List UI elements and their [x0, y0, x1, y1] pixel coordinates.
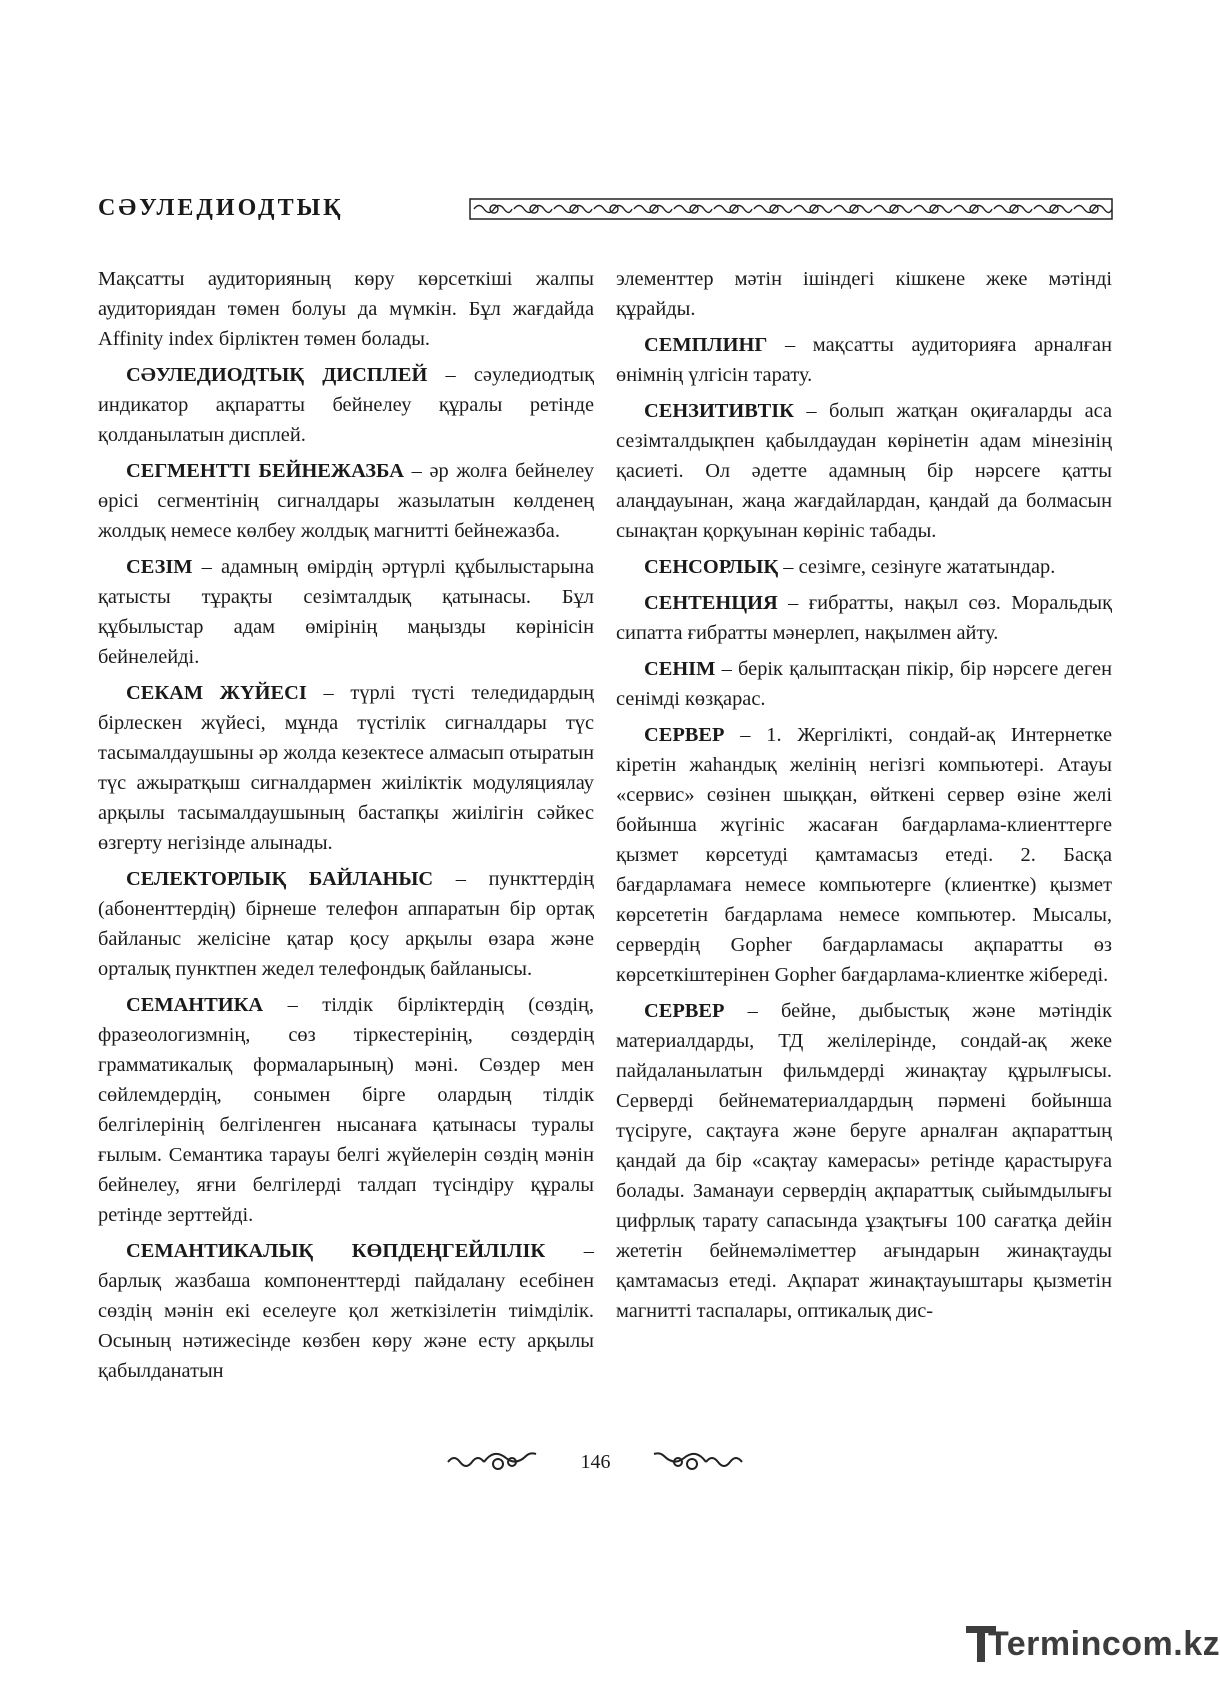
entry-definition: – сезімге, сезінуге жататындар.: [778, 556, 1056, 578]
entry-term: СЕНТЕНЦИЯ: [644, 592, 778, 614]
entry-term: СЕГМЕНТТІ БЕЙНЕЖАЗБА: [126, 460, 404, 482]
dictionary-entry: [98, 864, 594, 984]
dictionary-entry: [616, 588, 1112, 648]
ornament-unit: [594, 206, 632, 213]
entry-definition: Мақсатты аудиторияның көру көрсеткіші жалпы аудиториядан төмен болуы да мүмкін. Бұл жағдайда Affinity index бірліктен төмен болады.: [98, 268, 594, 350]
entry-definition: – әр жолға бейнелеу өрісі сегментінің сигналдары жазылатын көлденең жолдық немесе көлбеу жолдық магнитті бейнежазба.: [98, 460, 595, 542]
ornament-unit: [994, 206, 1032, 213]
dictionary-entry: [98, 990, 594, 1230]
running-header: [98, 188, 1112, 228]
entry-term: СЕЛЕКТОРЛЫҚ БАЙЛАНЫС: [126, 868, 434, 890]
entry-term: СӘУЛЕДИОДТЫҚ ДИСПЛЕЙ: [126, 364, 428, 386]
watermark-text: Termincom.kz: [988, 1625, 1220, 1663]
ornament-unit: [794, 206, 832, 213]
ornament-unit: [474, 206, 512, 213]
dictionary-entry: [616, 264, 1112, 324]
dictionary-entry: [98, 678, 594, 858]
entry-term: СЕРВЕР: [644, 1000, 725, 1022]
entry-definition: – болып жатқан оқиғаларды аса сезімталдықпен қабылдаудан көрінетін адам мінезінің қасиеті. Ол әдетте адамның бір нәрсеге қатты алаңдауынан, жаңа жағдайлардан, қандай да болмасын сынақтан қорқуынан көрініс табады.: [616, 400, 1112, 542]
ornament-unit: [874, 206, 912, 213]
entry-definition: элементтер мәтін ішіндегі кішкене жеке мәтінді құрайды.: [616, 268, 1112, 320]
dictionary-entry: [616, 552, 1112, 582]
dictionary-entry: [98, 1236, 594, 1386]
entry-definition: – берік қалыптасқан пікір, бір нәрсеге деген сенімді көзқарас.: [616, 658, 1112, 710]
entry-term: СЕНІМ: [644, 658, 716, 680]
dictionary-entry: [616, 996, 1112, 1326]
dictionary-entry: [616, 330, 1112, 390]
entry-term: СЕМАНТИКАЛЫҚ КӨПДЕҢГЕЙЛІЛІК: [126, 1240, 546, 1262]
entry-definition: – пункттердің (абоненттердің) бірнеше телефон аппаратын бір ортақ байланыс желісіне қатар қосу арқылы өзара және орталық пунктпен жедел телефондық байланысы.: [98, 868, 594, 980]
dictionary-entry: [98, 552, 594, 672]
right-column: [616, 264, 1112, 1332]
dictionary-entry: [616, 720, 1112, 990]
ornament-unit: [554, 206, 592, 213]
dictionary-entry: [98, 264, 594, 354]
dictionary-entry: [616, 396, 1112, 546]
ornament-unit: [834, 206, 872, 213]
ornament-unit: [514, 206, 552, 213]
ornament-unit: [954, 206, 992, 213]
entry-definition: – түрлі түсті теледидардың бірлескен жүйесі, мұнда түстілік сигналдары түс тасымалдаушыны әр жолда кезектесе алмасып отыратын түс ажыратқыш сигналдармен жиіліктік модуляциялау арқылы тасымалдаушының бастапқы жиілігін сәйкес өзгерту негізінде алынады.: [98, 682, 594, 854]
dictionary-entry: [98, 456, 594, 546]
entry-definition: – бейне, дыбыстық және мәтіндік материалдарды, ТД желілерінде, сондай-ақ жеке пайдаланылатын фильмдерді жинақтау құрылғысы. Серверді бейнематериалдардың пәрмені бойынша түсіруге, сақтауға және беруге арналған ақпараттың қандай да бір «сақтау камерасы» ретінде қарастыруға болады. Заманауи сервердің ақпараттық сыйымдылығы цифрлық тарату сапасында ұзақтығы 100 сағатқа дейін жететін бейнемәліметтер ағындарын жинақтауды қамтамасыз етеді. Ақпарат жинақтауыштары қызметін магнитті таспалары, оптикалық дис-: [616, 1000, 1112, 1322]
ornament-unit: [1034, 206, 1072, 213]
page-number: 146: [580, 1451, 611, 1473]
ornament-unit: [634, 206, 672, 213]
ornament-band-icon: [470, 198, 1112, 220]
dictionary-entry: [98, 360, 594, 450]
entry-term: СЕЗІМ: [126, 556, 193, 578]
entry-term: СЕКАМ ЖҮЙЕСІ: [126, 682, 307, 704]
entry-definition: – мақсатты аудиторияға арналған өнімнің үлгісін тарату.: [616, 334, 1112, 386]
entry-definition: – барлық жазбаша компоненттерді пайдалану есебінен сөздің мәнін екі еселеуге қол жеткізілетін тиімділік. Осының нәтижесінде көзбен көру және есту арқылы қабылданатын: [98, 1240, 594, 1382]
ornament-unit: [754, 206, 792, 213]
entry-definition: – сәуледиодтық индикатор ақпаратты бейнелеу құралы ретінде қолданылатын дисплей.: [98, 364, 594, 446]
page-footer: [0, 1446, 1191, 1478]
ornament-unit: [1074, 206, 1112, 213]
entry-term: СЕМПЛИНГ: [644, 334, 768, 356]
entry-term: СЕМАНТИКА: [126, 994, 264, 1016]
ornament-unit: [714, 206, 752, 213]
site-watermark: [966, 1622, 1220, 1668]
entry-term: СЕРВЕР: [644, 724, 725, 746]
entry-term: СЕНСОРЛЫҚ: [644, 556, 779, 578]
ornament-unit: [674, 206, 712, 213]
entry-definition: – адамның өмірдің әртүрлі құбылыстарына қатысты тұрақты сезімталдық қатынасы. Бұл құбылыстар адам өмірінің маңызды көрінісін бейнелейді.: [98, 556, 594, 668]
ornament-unit: [914, 206, 952, 213]
footer-ornament-right-icon: [652, 1450, 744, 1474]
header-title: СӘУЛЕДИОДТЫҚ: [98, 195, 344, 221]
entry-definition: – 1. Жергілікті, сондай-ақ Интернетке кіретін жаһандық желінің негізгі компьютері. Атауы «сервис» сөзінен шыққан, өйткені сервер өзіне желі бойынша жүгініс жасаған бағдарлама-клиенттерге қызмет көрсетуді қамтамасыз етеді. 2. Басқа бағдарламаға немесе компьютерге (клиентке) қызмет көрсететін бағдарлама немесе компьютер. Мысалы, сервердің Gopher бағдарламасы ақпаратты өз көрсеткіштерінен Gopher бағдарлама-клиентке жібереді.: [616, 724, 1112, 986]
entry-definition: – ғибратты, нақыл сөз. Моральдық сипатта ғибратты мәнерлеп, нақылмен айту.: [616, 592, 1112, 644]
left-column: [98, 264, 594, 1392]
entry-term: СЕНЗИТИВТІК: [644, 400, 794, 422]
dictionary-entry: [616, 654, 1112, 714]
entry-definition: – тілдік бірліктердің (сөздің, фразеологизмнің, сөз тіркестерінің, сөздердің грамматикалық формаларының) мәні. Сөздер мен сөйлемдердің, сонымен бірге олардың тілдік белгілерінің белгіленген нысанаға қатынасы туралы ғылым. Семантика тарауы белгі жүйелерін сөздің мәнін бейнелеу, яғни белгілерді талдап түсіндіру құралы ретінде зерттейді.: [98, 994, 594, 1226]
